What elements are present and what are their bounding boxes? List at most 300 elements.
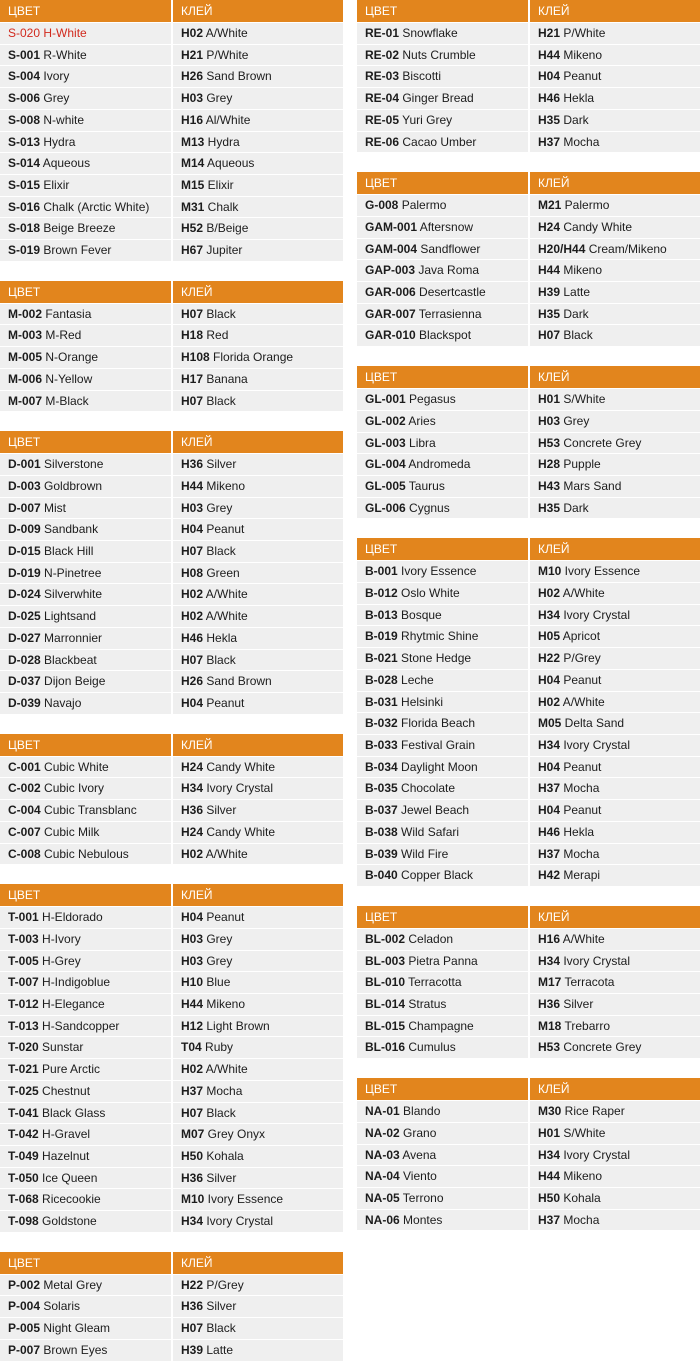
color-cell [0, 498, 173, 520]
glue-cell [530, 195, 700, 217]
table-row [357, 800, 700, 822]
name-text: Candy White [203, 759, 276, 774]
left-column [0, 0, 343, 1362]
table-row [357, 411, 700, 433]
name-text: Candy White [203, 824, 276, 839]
name-text: Cubic Nebulous [40, 846, 129, 861]
code-text: H07 [181, 1105, 204, 1120]
code-text: H21 [181, 47, 204, 62]
code-text: B-039 [365, 846, 398, 861]
name-text: Solaris [40, 1299, 81, 1314]
code-text: H37 [538, 846, 561, 861]
table-spacer [0, 865, 343, 884]
code-text: NA-01 [365, 1104, 400, 1119]
code-text: H37 [538, 134, 561, 149]
glue-cell [173, 951, 343, 973]
name-text: Leche [397, 672, 434, 687]
color-cell [0, 1296, 173, 1318]
code-text: D-027 [8, 630, 41, 645]
name-text: N-Orange [42, 350, 99, 365]
color-cell [357, 325, 530, 347]
code-text: H21 [538, 26, 561, 40]
name-text: Red [203, 328, 229, 343]
header-glue: КЛЕЙ [173, 884, 343, 907]
color-cell [0, 844, 173, 866]
code-text: H07 [181, 1321, 204, 1336]
color-cell [0, 994, 173, 1016]
glue-cell [173, 541, 343, 563]
table-row [0, 628, 343, 650]
code-text: H39 [538, 285, 561, 300]
table-row [0, 1059, 343, 1081]
name-text: Grey [203, 91, 233, 106]
table-row [357, 433, 700, 455]
name-text: Black [203, 544, 236, 559]
table-row [357, 260, 700, 282]
glue-cell [530, 735, 700, 757]
table-row [0, 45, 343, 67]
color-cell [0, 325, 173, 347]
name-text: Oslo White [397, 586, 460, 601]
code-text: C-008 [8, 846, 41, 861]
table-row [0, 1016, 343, 1038]
name-text: H-Gravel [38, 1127, 91, 1142]
name-text: Marronnier [40, 630, 103, 645]
name-text: Kohala [560, 1190, 601, 1205]
color-glue-table [357, 906, 700, 1059]
color-glue-table [0, 1252, 343, 1362]
code-text: GL-006 [365, 500, 406, 515]
glue-cell [530, 110, 700, 132]
glue-cell [530, 23, 700, 45]
code-text: BL-015 [365, 1018, 406, 1033]
table-row [0, 1211, 343, 1233]
name-text: Peanut [203, 910, 245, 925]
glue-cell [530, 626, 700, 648]
name-text: Blackspot [415, 328, 472, 343]
table-row [357, 626, 700, 648]
color-cell [0, 1211, 173, 1233]
name-text: Terracotta [405, 975, 462, 990]
code-text: M15 [181, 177, 205, 192]
code-text: H26 [181, 69, 204, 84]
code-text: H36 [181, 803, 204, 818]
table-row [357, 66, 700, 88]
glue-cell [530, 692, 700, 714]
name-text: Trebarro [561, 1018, 611, 1033]
color-cell [0, 541, 173, 563]
glue-cell [173, 907, 343, 929]
code-text: H03 [538, 413, 561, 428]
code-text: H02 [181, 26, 204, 40]
table-row [357, 45, 700, 67]
table-row [357, 583, 700, 605]
code-text: M-006 [8, 371, 43, 386]
table-row [0, 800, 343, 822]
table-row [0, 1146, 343, 1168]
name-text: Mikeno [560, 47, 603, 62]
code-text: H34 [181, 1214, 204, 1229]
glue-cell [530, 498, 700, 520]
table-row [357, 778, 700, 800]
name-text: Viento [399, 1169, 437, 1184]
color-cell [357, 1123, 530, 1145]
code-text: GL-002 [365, 413, 406, 428]
glue-cell [173, 1340, 343, 1362]
code-text: T-001 [8, 910, 39, 925]
code-text: H24 [181, 824, 204, 839]
code-text: D-025 [8, 609, 41, 624]
code-text: H44 [538, 47, 561, 62]
color-cell [357, 476, 530, 498]
code-text: H44 [538, 1169, 561, 1184]
color-cell [357, 195, 530, 217]
glue-cell [173, 66, 343, 88]
code-text: M-007 [8, 393, 43, 408]
glue-cell [530, 88, 700, 110]
color-cell [357, 132, 530, 154]
color-cell [0, 240, 173, 262]
code-text: S-006 [8, 91, 41, 106]
name-text: Sandbank [40, 522, 99, 537]
table-row [357, 282, 700, 304]
table-row [0, 1168, 343, 1190]
table-header-row [357, 538, 700, 561]
code-text: T-007 [8, 975, 39, 990]
code-text: H36 [538, 997, 561, 1012]
table-row [0, 110, 343, 132]
name-text: Grey [203, 953, 233, 968]
table-row [357, 476, 700, 498]
glue-cell [530, 583, 700, 605]
name-text: Palermo [561, 198, 610, 213]
code-text: B-031 [365, 694, 398, 709]
name-text: H-White [40, 26, 87, 40]
glue-cell [173, 1146, 343, 1168]
code-text: P-004 [8, 1299, 41, 1314]
glue-cell [173, 650, 343, 672]
name-text: Mocha [560, 134, 600, 149]
name-text: Chalk (Arctic White) [40, 199, 150, 214]
code-text: D-003 [8, 478, 41, 493]
code-text: S-020 [8, 26, 41, 40]
table-row [357, 110, 700, 132]
color-cell [0, 800, 173, 822]
code-text: C-002 [8, 781, 41, 796]
table-row [357, 713, 700, 735]
color-cell [0, 1146, 173, 1168]
glue-cell [173, 304, 343, 326]
name-text: Cygnus [405, 500, 450, 515]
code-text: H07 [181, 544, 204, 559]
code-text: M05 [538, 716, 562, 731]
name-text: Hydra [204, 134, 240, 149]
color-cell [0, 778, 173, 800]
glue-cell [530, 45, 700, 67]
table-row [357, 692, 700, 714]
code-text: H08 [181, 565, 204, 580]
name-text: Grey [40, 91, 70, 106]
name-text: A/White [203, 26, 248, 40]
name-text: Champagne [405, 1018, 474, 1033]
glue-cell [173, 584, 343, 606]
glue-cell [530, 1145, 700, 1167]
name-text: Grey [560, 413, 590, 428]
name-text: Lightsand [40, 609, 97, 624]
name-text: Elixir [204, 177, 234, 192]
name-text: Copper Black [397, 868, 474, 883]
code-text: M21 [538, 198, 562, 213]
color-cell [357, 994, 530, 1016]
name-text: Montes [399, 1212, 443, 1227]
table-row [0, 778, 343, 800]
name-text: Biscotti [399, 69, 442, 84]
name-text: Al/White [203, 112, 251, 127]
name-text: Grey [203, 931, 233, 946]
code-text: RE-05 [365, 112, 400, 127]
name-text: Ivory [40, 69, 70, 84]
code-text: H17 [181, 371, 204, 386]
name-text: Green [203, 565, 240, 580]
glue-cell [173, 88, 343, 110]
code-text: S-016 [8, 199, 41, 214]
table-row [0, 1275, 343, 1297]
color-cell [357, 217, 530, 239]
table-row [357, 951, 700, 973]
code-text: NA-04 [365, 1169, 400, 1184]
glue-cell [173, 240, 343, 262]
header-color: ЦВЕТ [0, 1252, 173, 1275]
name-text: Concrete Grey [560, 1040, 642, 1055]
color-cell [357, 66, 530, 88]
name-text: Apricot [560, 629, 601, 644]
name-text: Stratus [405, 997, 447, 1012]
table-row [0, 757, 343, 779]
code-text: P-007 [8, 1342, 41, 1357]
code-text: H02 [181, 1062, 204, 1077]
name-text: Mikeno [560, 1169, 603, 1184]
header-glue: КЛЕЙ [530, 538, 700, 561]
glue-cell [530, 217, 700, 239]
color-cell [357, 648, 530, 670]
code-text: B-038 [365, 824, 398, 839]
code-text: H02 [538, 586, 561, 601]
table-row [357, 1210, 700, 1232]
code-text: NA-03 [365, 1147, 400, 1162]
name-text: A/White [560, 586, 605, 601]
table-row [357, 757, 700, 779]
code-text: H07 [181, 306, 204, 321]
table-row [0, 1081, 343, 1103]
code-text: H28 [538, 457, 561, 472]
glue-cell [530, 260, 700, 282]
table-row [0, 519, 343, 541]
name-text: Latte [560, 285, 591, 300]
code-text: BL-003 [365, 953, 406, 968]
name-text: Cumulus [405, 1040, 456, 1055]
glue-cell [173, 929, 343, 951]
code-text: H37 [538, 781, 561, 796]
color-cell [0, 175, 173, 197]
name-text: Daylight Moon [397, 759, 478, 774]
table-header-row [357, 366, 700, 389]
name-text: Goldbrown [40, 478, 103, 493]
code-text: S-001 [8, 47, 41, 62]
name-text: Avena [399, 1147, 437, 1162]
glue-cell [530, 1101, 700, 1123]
name-text: Cubic Transblanc [40, 803, 137, 818]
color-glue-table [357, 366, 700, 519]
glue-cell [173, 1296, 343, 1318]
name-text: Ivory Crystal [560, 953, 631, 968]
color-cell [0, 1275, 173, 1297]
color-cell [357, 735, 530, 757]
name-text: Ivory Crystal [560, 607, 631, 622]
table-row [0, 88, 343, 110]
color-cell [0, 197, 173, 219]
name-text: Concrete Grey [560, 435, 642, 450]
name-text: Dark [560, 500, 589, 515]
code-text: H12 [181, 1018, 204, 1033]
name-text: Pure Arctic [38, 1062, 101, 1077]
name-text: Elixir [40, 177, 70, 192]
name-text: Snowflake [399, 26, 458, 40]
code-text: H04 [538, 69, 561, 84]
name-text: Candy White [560, 219, 633, 234]
color-cell [357, 110, 530, 132]
color-glue-table [357, 172, 700, 347]
name-text: Chocolate [397, 781, 456, 796]
code-text: H04 [181, 910, 204, 925]
table-row [357, 217, 700, 239]
color-cell [357, 433, 530, 455]
table-row [357, 735, 700, 757]
code-text: H53 [538, 435, 561, 450]
code-text: H43 [538, 478, 561, 493]
glue-cell [173, 778, 343, 800]
code-text: B-019 [365, 629, 398, 644]
name-text: Nuts Crumble [399, 47, 476, 62]
glue-cell [173, 197, 343, 219]
code-text: RE-06 [365, 134, 400, 149]
name-text: Helsinki [397, 694, 444, 709]
code-text: H42 [538, 868, 561, 883]
code-text: M10 [181, 1192, 205, 1207]
name-text: H-Indigoblue [38, 975, 111, 990]
code-text: H07 [181, 393, 204, 408]
name-text: S/White [560, 392, 606, 407]
table-row [0, 1340, 343, 1362]
table-header-row [0, 1252, 343, 1275]
name-text: Terrasienna [415, 306, 482, 321]
glue-cell [530, 1188, 700, 1210]
name-text: Delta Sand [561, 716, 625, 731]
name-text: A/White [203, 1062, 248, 1077]
name-text: Metal Grey [40, 1277, 103, 1292]
code-text: B-035 [365, 781, 398, 796]
code-text: H20/H44 [538, 241, 586, 256]
color-glue-table [357, 1078, 700, 1231]
code-text: B-032 [365, 716, 398, 731]
code-text: H36 [181, 1170, 204, 1185]
name-text: Black [203, 652, 236, 667]
name-text: A/White [560, 931, 605, 946]
glue-cell [173, 1275, 343, 1297]
table-row [0, 951, 343, 973]
glue-cell [173, 693, 343, 715]
table-row [0, 907, 343, 929]
table-header-row [0, 281, 343, 304]
glue-cell [530, 757, 700, 779]
name-text: Light Brown [203, 1018, 270, 1033]
glue-cell [530, 994, 700, 1016]
header-glue: КЛЕЙ [173, 0, 343, 23]
name-text: Grey [203, 500, 233, 515]
name-text: N-white [40, 112, 85, 127]
name-text: Libra [405, 435, 436, 450]
code-text: H34 [538, 607, 561, 622]
table-row [0, 822, 343, 844]
code-text: H02 [181, 609, 204, 624]
glue-cell [173, 153, 343, 175]
name-text: Florida Beach [397, 716, 476, 731]
code-text: T-005 [8, 953, 39, 968]
color-cell [357, 1166, 530, 1188]
name-text: Celadon [405, 931, 454, 946]
name-text: Cubic White [40, 759, 109, 774]
header-glue: КЛЕЙ [173, 734, 343, 757]
color-glue-table [0, 0, 343, 262]
code-text: H44 [181, 478, 204, 493]
code-text: BL-010 [365, 975, 406, 990]
table-row [0, 132, 343, 154]
code-text: H05 [538, 629, 561, 644]
name-text: Silver [560, 997, 594, 1012]
code-text: D-037 [8, 674, 41, 689]
table-row [0, 1296, 343, 1318]
name-text: Mocha [203, 1083, 243, 1098]
color-cell [357, 498, 530, 520]
glue-cell [530, 411, 700, 433]
code-text: NA-05 [365, 1190, 400, 1205]
color-cell [0, 391, 173, 413]
code-text: H18 [181, 328, 204, 343]
color-cell [0, 907, 173, 929]
glue-cell [173, 822, 343, 844]
table-row [357, 1166, 700, 1188]
color-cell [0, 1037, 173, 1059]
code-text: H01 [538, 1125, 561, 1140]
name-text: Peanut [560, 672, 602, 687]
color-cell [357, 951, 530, 973]
code-text: H24 [538, 219, 561, 234]
color-cell [357, 1188, 530, 1210]
name-text: Wild Fire [397, 846, 449, 861]
code-text: H01 [538, 392, 561, 407]
color-cell [0, 476, 173, 498]
code-text: GAR-010 [365, 328, 416, 343]
table-row [357, 1123, 700, 1145]
table-row [357, 822, 700, 844]
glue-cell [173, 1318, 343, 1340]
code-text: S-008 [8, 112, 41, 127]
table-row [0, 391, 343, 413]
table-row [0, 476, 343, 498]
code-text: C-004 [8, 803, 41, 818]
name-text: Palermo [398, 198, 447, 213]
code-text: GAR-007 [365, 306, 416, 321]
color-cell [0, 584, 173, 606]
